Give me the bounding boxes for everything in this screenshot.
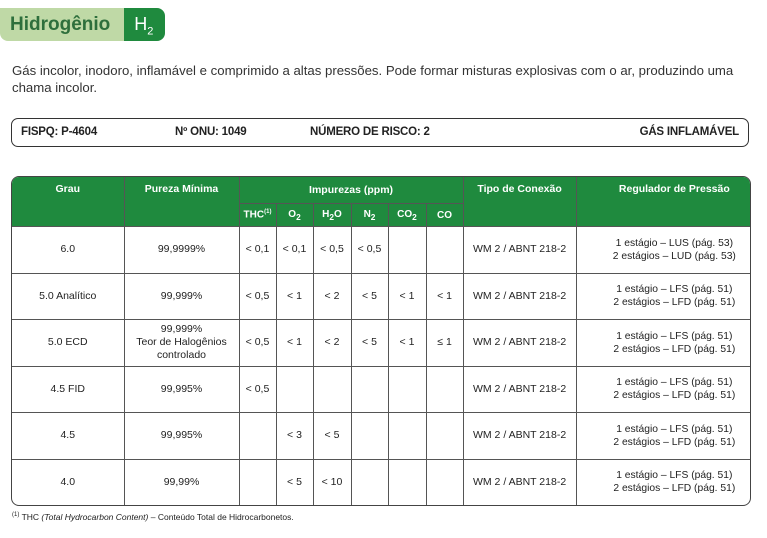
grau-cell: 5.0 ECD — [12, 320, 124, 367]
product-description: Gás incolor, inodoro, inflamável e comprimido a altas pressões. Pode formar misturas explosivas com o ar, produzindo uma chama incolor. — [12, 63, 734, 95]
impurity-cell: < 0,5 — [239, 273, 276, 320]
header-pureza: Pureza Mínima — [124, 177, 239, 227]
impurity-cell: < 0,5 — [313, 227, 351, 274]
impurity-cell — [239, 413, 276, 460]
info-box — [11, 118, 749, 147]
impurity-cell — [388, 227, 426, 274]
impurity-cell — [426, 413, 463, 460]
hazard-class: GÁS INFLAMÁVEL — [639, 126, 739, 138]
regulador-cell: 1 estágio – LFS (pág. 51) 2 estágios – LFD (pág. 51) — [576, 273, 751, 320]
grades-table — [11, 176, 751, 506]
impurity-cell: < 0,5 — [351, 227, 388, 274]
pureza-cell: 99,99% — [124, 459, 239, 505]
pureza-cell: 99,9999% — [124, 227, 239, 274]
conexao-cell: WM 2 / ABNT 218-2 — [463, 273, 576, 320]
impurity-cell: < 2 — [313, 273, 351, 320]
impurity-cell: < 3 — [276, 413, 313, 460]
table-row — [12, 273, 751, 320]
impurity-cell: < 1 — [426, 273, 463, 320]
impurity-cell: < 10 — [313, 459, 351, 505]
table-row — [12, 366, 751, 413]
impurity-cell — [426, 459, 463, 505]
regulador-cell: 1 estágio – LFS (pág. 51) 2 estágios – LFD (pág. 51) — [576, 366, 751, 413]
conexao-cell: WM 2 / ABNT 218-2 — [463, 320, 576, 367]
regulador-cell: 1 estágio – LFS (pág. 51) 2 estágios – LFD (pág. 51) — [576, 459, 751, 505]
impurity-cell: < 2 — [313, 320, 351, 367]
impurity-cell: < 0,5 — [239, 320, 276, 367]
header-impurity-5: CO — [426, 204, 463, 227]
impurity-cell: < 0,1 — [239, 227, 276, 274]
pureza-cell: 99,995% — [124, 413, 239, 460]
impurity-cell: < 1 — [388, 273, 426, 320]
impurity-cell: < 1 — [276, 273, 313, 320]
header-impurity-4: $CO_2$ — [388, 204, 426, 227]
header-impurity-1: $O_2$ — [276, 204, 313, 227]
table-row — [12, 413, 751, 460]
header-impurezas: Impurezas (ppm) — [239, 177, 463, 204]
conexao-cell: WM 2 / ABNT 218-2 — [463, 459, 576, 505]
grau-cell: 4.5 — [12, 413, 124, 460]
table-row — [12, 227, 751, 274]
impurity-cell — [351, 366, 388, 413]
impurity-cell — [426, 227, 463, 274]
impurity-cell — [351, 413, 388, 460]
grau-cell: 4.0 — [12, 459, 124, 505]
impurity-cell — [388, 459, 426, 505]
impurity-cell: < 5 — [351, 320, 388, 367]
impurity-cell — [276, 366, 313, 413]
conexao-cell: WM 2 / ABNT 218-2 — [463, 413, 576, 460]
impurity-cell: < 1 — [276, 320, 313, 367]
impurity-cell — [351, 459, 388, 505]
onu-number: Nº ONU: 1049 — [175, 126, 247, 138]
fispq-label: FISPQ: P-4604 — [21, 126, 98, 138]
table-row — [12, 320, 751, 367]
impurity-cell: < 5 — [276, 459, 313, 505]
impurity-cell — [388, 366, 426, 413]
grau-cell: 4.5 FID — [12, 366, 124, 413]
header-grau: Grau — [12, 177, 124, 227]
impurity-cell — [388, 413, 426, 460]
chemical-formula: $H_2$ — [124, 8, 165, 41]
pureza-cell: 99,999% — [124, 273, 239, 320]
risk-number: NÚMERO DE RISCO: 2 — [310, 126, 430, 138]
regulador-cell: 1 estágio – LUS (pág. 53) 2 estágios – LUD (pág. 53) — [576, 227, 751, 274]
impurity-cell: < 0,5 — [239, 366, 276, 413]
pureza-cell: 99,999% Teor de Halogênios controlado — [124, 320, 239, 367]
grau-cell: 5.0 Analítico — [12, 273, 124, 320]
impurity-cell: < 1 — [388, 320, 426, 367]
table-row — [12, 459, 751, 505]
regulador-cell: 1 estágio – LFS (pág. 51) 2 estágios – LFD (pág. 51) — [576, 320, 751, 367]
regulador-cell: 1 estágio – LFS (pág. 51) 2 estágios – LFD (pág. 51) — [576, 413, 751, 460]
product-name: Hidrogênio — [0, 8, 124, 41]
header-impurity-0: THC$^{(1)}$ — [239, 204, 276, 227]
impurity-cell: < 5 — [313, 413, 351, 460]
impurity-cell — [239, 459, 276, 505]
header-impurity-3: $N_2$ — [351, 204, 388, 227]
header-impurity-2: $H_2O$ — [313, 204, 351, 227]
header-conexao: Tipo de Conexão — [463, 177, 576, 227]
product-title — [0, 8, 165, 41]
header-regulador: Regulador de Pressão — [576, 177, 751, 227]
impurity-cell: ≤ 1 — [426, 320, 463, 367]
pureza-cell: 99,995% — [124, 366, 239, 413]
conexao-cell: WM 2 / ABNT 218-2 — [463, 227, 576, 274]
impurity-cell: < 0,1 — [276, 227, 313, 274]
impurity-cell: < 5 — [351, 273, 388, 320]
footnote: $^{(1)}$ THC (Total Hydrocarbon Content) – Conteúdo Total de Hidrocarbonetos. — [12, 512, 294, 522]
impurity-cell — [313, 366, 351, 413]
grau-cell: 6.0 — [12, 227, 124, 274]
conexao-cell: WM 2 / ABNT 218-2 — [463, 366, 576, 413]
impurity-cell — [426, 366, 463, 413]
